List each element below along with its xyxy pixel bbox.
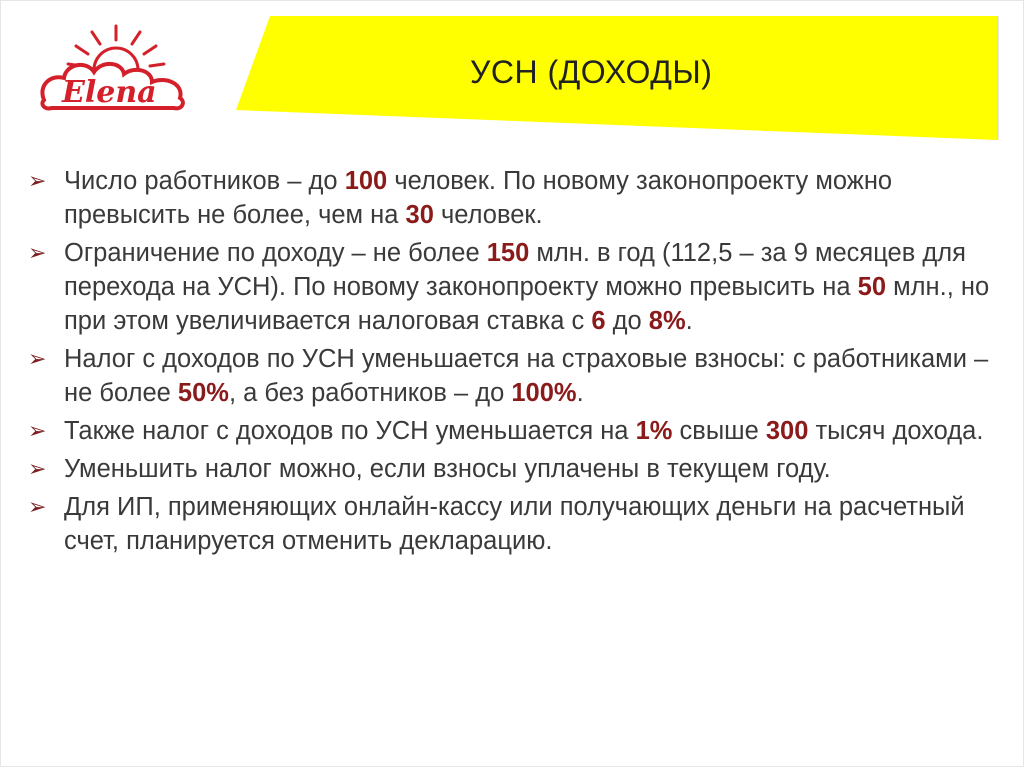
bullet-text: свыше	[672, 417, 766, 445]
highlight-value: 150	[486, 239, 530, 267]
bullet-text: Число работников – до	[64, 167, 345, 195]
highlight-value: 30	[405, 201, 434, 229]
bullet-text: .	[685, 307, 693, 335]
bullet-text: Уменьшить налог можно, если взносы уплачены в текущем году.	[64, 455, 831, 483]
highlight-value: 8%	[648, 307, 686, 335]
bullet-text: Ограничение по доходу – не более	[64, 239, 487, 267]
arrow-right-icon: ➢	[28, 240, 47, 265]
bullet-text: млн., но при этом увеличивается налоговая ставка с	[64, 273, 990, 335]
bullet-text: , а без работников – до	[228, 379, 512, 407]
arrow-right-icon: ➢	[28, 418, 47, 443]
arrow-right-icon: ➢	[28, 346, 47, 371]
arrow-right-icon: ➢	[28, 494, 47, 519]
bullet-text: Также налог с доходов по УСН уменьшается на	[64, 417, 636, 445]
bullet-list	[28, 164, 998, 562]
bullet-item	[28, 342, 998, 410]
sun-cloud-logo	[36, 18, 196, 114]
bullet-text: до	[605, 307, 649, 335]
arrow-right-icon: ➢	[28, 168, 47, 193]
bullet-item	[28, 164, 998, 232]
bullet-text: Налог с доходов по УСН уменьшается на страховые взносы: с работниками – не более	[64, 345, 989, 407]
bullet-text: млн. в год (112,5 – за 9 месяцев для перехода на УСН). По новому законопроекту можно превысить на	[64, 239, 966, 301]
bullet-item	[28, 490, 998, 558]
bullet-item	[28, 414, 998, 448]
bullet-text: тысяч дохода.	[808, 417, 984, 445]
highlight-value: 50%	[177, 379, 229, 407]
highlight-value: 300	[765, 417, 809, 445]
highlight-value: 100	[344, 167, 388, 195]
highlight-value: 1%	[635, 417, 673, 445]
logo-text: Elena	[62, 75, 157, 110]
bullet-text: человек. По новому законопроекту можно превысить не более, чем на	[64, 167, 893, 229]
highlight-value: 6	[591, 307, 606, 335]
bullet-text: .	[576, 379, 584, 407]
slide-title: УСН (ДОХОДЫ)	[470, 54, 713, 90]
bullet-text: Для ИП, применяющих онлайн-кассу или получающих деньги на расчетный счет, планируется отменить декларацию.	[64, 493, 965, 555]
highlight-value: 50	[857, 273, 887, 301]
highlight-value: 100%	[511, 379, 577, 407]
bullet-item	[28, 236, 998, 338]
arrow-right-icon: ➢	[28, 456, 47, 481]
bullet-text: человек.	[433, 201, 543, 229]
bullet-item	[28, 452, 998, 486]
